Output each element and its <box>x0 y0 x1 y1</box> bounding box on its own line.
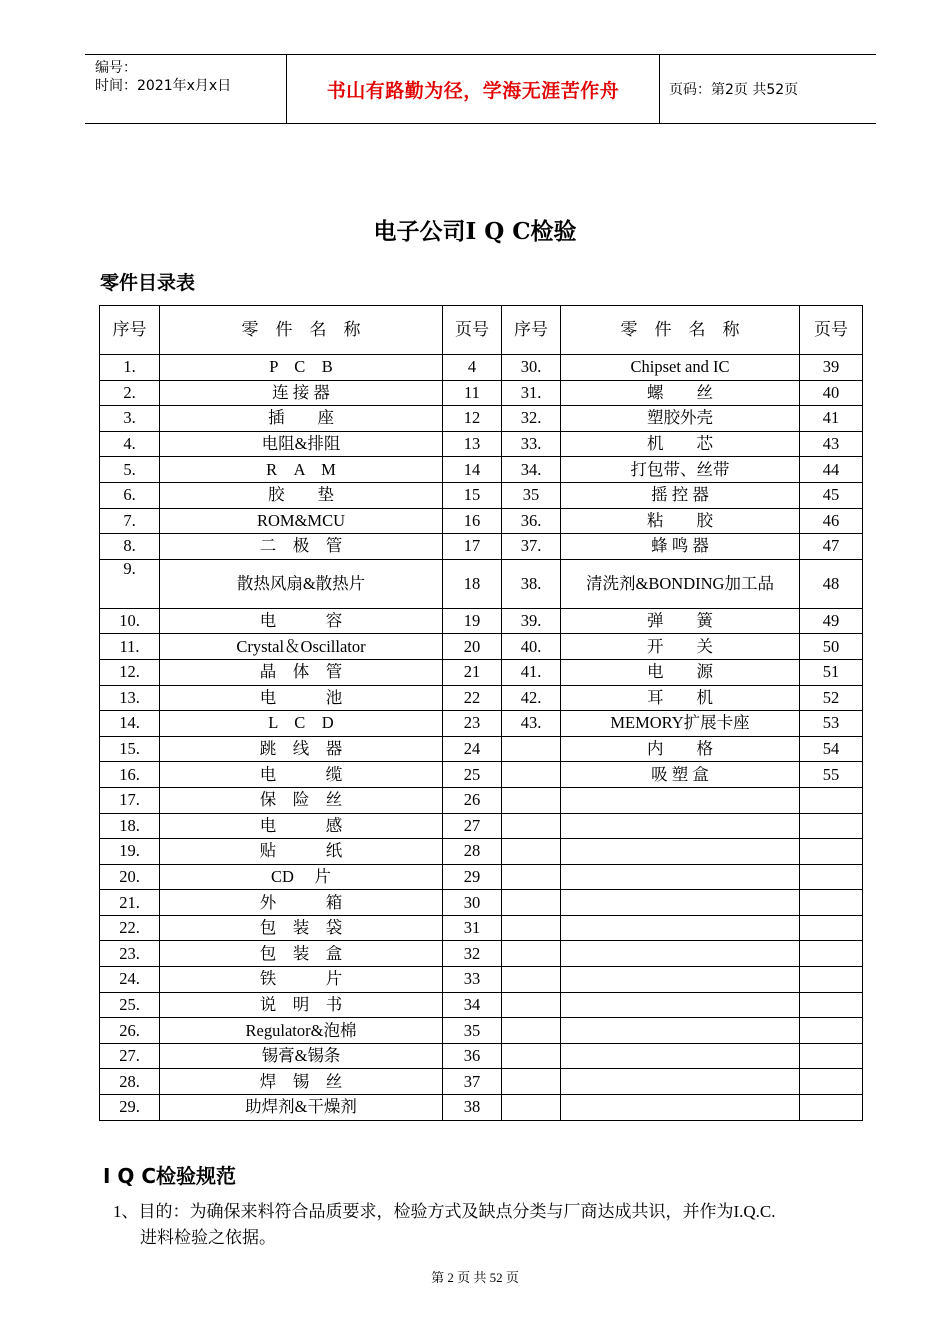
date-label: 时间：2021年x月x日 <box>95 78 232 94</box>
page-header <box>85 54 876 124</box>
table-row <box>100 355 863 381</box>
table-row <box>100 457 863 483</box>
table-cell: 46 <box>800 508 863 534</box>
table-row <box>100 992 863 1018</box>
table-cell: 21 <box>443 659 502 685</box>
parts-catalog-title: 零件目录表 <box>100 272 196 294</box>
table-cell <box>502 762 561 788</box>
table-cell <box>561 813 800 839</box>
table-row <box>100 941 863 967</box>
table-cell: 耳 机 <box>561 685 800 711</box>
table-header-row <box>100 306 863 355</box>
table-row <box>100 380 863 406</box>
table-cell: 内 格 <box>561 736 800 762</box>
table-row <box>100 1018 863 1044</box>
table-cell: 电 缆 <box>160 762 443 788</box>
table-cell <box>502 890 561 916</box>
table-row <box>100 1069 863 1095</box>
table-cell: 52 <box>800 685 863 711</box>
table-cell: 12 <box>443 406 502 432</box>
table-cell: 11. <box>100 634 160 660</box>
parts-catalog-table <box>99 305 863 1121</box>
table-cell: 贴 纸 <box>160 839 443 865</box>
table-cell: 连 接 器 <box>160 380 443 406</box>
table-row <box>100 685 863 711</box>
table-cell <box>561 787 800 813</box>
table-cell: 23. <box>100 941 160 967</box>
table-cell: 12. <box>100 659 160 685</box>
table-cell <box>502 787 561 813</box>
table-cell: 4. <box>100 431 160 457</box>
table-cell: 14 <box>443 457 502 483</box>
table-cell: 25. <box>100 992 160 1018</box>
table-cell: L C D <box>160 711 443 737</box>
table-cell: MEMORY扩展卡座 <box>561 711 800 737</box>
table-cell <box>800 787 863 813</box>
table-cell <box>561 1043 800 1069</box>
table-cell <box>502 967 561 993</box>
table-cell: 插 座 <box>160 406 443 432</box>
table-cell: 3. <box>100 406 160 432</box>
table-cell <box>502 813 561 839</box>
table-cell <box>502 864 561 890</box>
table-cell <box>800 1018 863 1044</box>
table-cell <box>561 1069 800 1095</box>
table-cell: 28 <box>443 839 502 865</box>
table-cell: 41 <box>800 406 863 432</box>
motto-text: 书山有路勤为径，学海无涯苦作舟 <box>326 79 620 102</box>
table-cell: 13. <box>100 685 160 711</box>
table-cell: 55 <box>800 762 863 788</box>
table-cell: 4 <box>443 355 502 381</box>
table-row <box>100 482 863 508</box>
table-cell <box>561 915 800 941</box>
table-cell: 42. <box>502 685 561 711</box>
table-cell: 锡膏&锡条 <box>160 1043 443 1069</box>
table-row <box>100 1095 863 1121</box>
table-row <box>100 431 863 457</box>
table-row <box>100 534 863 560</box>
table-row <box>100 915 863 941</box>
table-row <box>100 608 863 634</box>
purpose-paragraph <box>113 1199 865 1251</box>
table-cell: R A M <box>160 457 443 483</box>
table-cell <box>800 890 863 916</box>
table-cell: 27. <box>100 1043 160 1069</box>
table-cell: 外 箱 <box>160 890 443 916</box>
table-cell: 14. <box>100 711 160 737</box>
table-cell: CD 片 <box>160 864 443 890</box>
table-cell: 31. <box>502 380 561 406</box>
table-cell <box>800 1095 863 1121</box>
table-cell: ROM&MCU <box>160 508 443 534</box>
table-cell <box>502 915 561 941</box>
table-cell: 25 <box>443 762 502 788</box>
table-cell: 保 险 丝 <box>160 787 443 813</box>
table-cell: 铁 片 <box>160 967 443 993</box>
table-cell: 包 装 盒 <box>160 941 443 967</box>
table-cell <box>800 813 863 839</box>
table-cell: 39 <box>800 355 863 381</box>
table-cell: 11 <box>443 380 502 406</box>
page-info-text: 页码：第2页 共52页 <box>669 82 799 98</box>
table-cell: 33. <box>502 431 561 457</box>
table-row <box>100 839 863 865</box>
table-row <box>100 559 863 608</box>
table-cell: 54 <box>800 736 863 762</box>
table-cell: 35 <box>443 1018 502 1044</box>
table-cell <box>800 1043 863 1069</box>
header-meta <box>85 55 287 123</box>
table-row <box>100 864 863 890</box>
table-cell <box>800 941 863 967</box>
table-cell: 37. <box>502 534 561 560</box>
table-cell <box>502 736 561 762</box>
table-cell: 34. <box>502 457 561 483</box>
table-row <box>100 736 863 762</box>
table-cell: 7. <box>100 508 160 534</box>
table-cell <box>800 967 863 993</box>
table-cell: 26. <box>100 1018 160 1044</box>
table-cell: 36. <box>502 508 561 534</box>
table-cell: 21. <box>100 890 160 916</box>
table-row <box>100 634 863 660</box>
table-cell: 电 容 <box>160 608 443 634</box>
table-cell: 8. <box>100 534 160 560</box>
table-cell <box>561 890 800 916</box>
page-footer: 第 2 页 共 52 页 <box>431 1270 519 1285</box>
table-cell <box>502 1018 561 1044</box>
table-cell: 32 <box>443 941 502 967</box>
table-cell: 5. <box>100 457 160 483</box>
table-cell: 23 <box>443 711 502 737</box>
table-cell: 30. <box>502 355 561 381</box>
table-cell: 36 <box>443 1043 502 1069</box>
table-cell: 18. <box>100 813 160 839</box>
table-row <box>100 967 863 993</box>
table-cell: 20 <box>443 634 502 660</box>
table-row <box>100 508 863 534</box>
table-cell: 17 <box>443 534 502 560</box>
table-cell: 二 极 管 <box>160 534 443 560</box>
table-cell: 39. <box>502 608 561 634</box>
table-cell: 15 <box>443 482 502 508</box>
table-cell: 跳 线 器 <box>160 736 443 762</box>
table-cell: 17. <box>100 787 160 813</box>
table-row <box>100 813 863 839</box>
table-cell: 10. <box>100 608 160 634</box>
table-cell: 9. <box>100 559 160 608</box>
table-cell: 散热风扇&散热片 <box>160 559 443 608</box>
table-cell: 摇 控 器 <box>561 482 800 508</box>
table-cell: 焊 锡 丝 <box>160 1069 443 1095</box>
table-cell: 助焊剂&干燥剂 <box>160 1095 443 1121</box>
table-cell <box>502 992 561 1018</box>
table-cell: 32. <box>502 406 561 432</box>
table-cell: 机 芯 <box>561 431 800 457</box>
table-cell: 20. <box>100 864 160 890</box>
table-cell: 29 <box>443 864 502 890</box>
table-cell <box>502 839 561 865</box>
table-cell: 打包带、丝带 <box>561 457 800 483</box>
col-header: 序号 <box>502 306 561 355</box>
table-cell: 26 <box>443 787 502 813</box>
table-cell: 弹 簧 <box>561 608 800 634</box>
table-cell: 粘 胶 <box>561 508 800 534</box>
table-cell <box>800 992 863 1018</box>
table-cell <box>502 1043 561 1069</box>
section-title: I Q C检验规范 <box>103 1164 237 1188</box>
table-cell <box>561 864 800 890</box>
table-cell: 15. <box>100 736 160 762</box>
table-cell <box>561 992 800 1018</box>
table-cell: 吸 塑 盒 <box>561 762 800 788</box>
table-row <box>100 711 863 737</box>
table-cell: 16 <box>443 508 502 534</box>
table-cell: 48 <box>800 559 863 608</box>
table-cell <box>502 1069 561 1095</box>
table-cell: 34 <box>443 992 502 1018</box>
purpose-line-1: 1、目的：为确保来料符合品质要求，检验方式及缺点分类与厂商达成共识，并作为I.Q.C. <box>113 1202 776 1221</box>
table-cell: 2. <box>100 380 160 406</box>
table-cell: 19. <box>100 839 160 865</box>
table-cell: 19 <box>443 608 502 634</box>
table-cell <box>800 1069 863 1095</box>
code-label: 编号： <box>95 60 137 76</box>
table-cell: Crystal＆Oscillator <box>160 634 443 660</box>
table-cell: 29. <box>100 1095 160 1121</box>
header-motto-cell <box>287 55 660 123</box>
table-cell: 18 <box>443 559 502 608</box>
table-cell: 16. <box>100 762 160 788</box>
table-cell: 28. <box>100 1069 160 1095</box>
table-cell: 53 <box>800 711 863 737</box>
table-cell: 30 <box>443 890 502 916</box>
table-cell: 螺 丝 <box>561 380 800 406</box>
header-page-info <box>660 55 876 123</box>
table-cell <box>800 839 863 865</box>
table-cell: 43 <box>800 431 863 457</box>
table-cell: 45 <box>800 482 863 508</box>
table-cell: 50 <box>800 634 863 660</box>
col-header: 零 件 名 称 <box>160 306 443 355</box>
table-cell: 13 <box>443 431 502 457</box>
table-cell: 塑胶外壳 <box>561 406 800 432</box>
table-cell: 44 <box>800 457 863 483</box>
purpose-line-2: 进料检验之依据。 <box>140 1228 276 1247</box>
table-cell: 40 <box>800 380 863 406</box>
table-cell: 说 明 书 <box>160 992 443 1018</box>
table-cell: 41. <box>502 659 561 685</box>
table-cell: 24 <box>443 736 502 762</box>
table-cell: 38. <box>502 559 561 608</box>
table-cell: 胶 垫 <box>160 482 443 508</box>
table-cell <box>561 967 800 993</box>
table-row <box>100 787 863 813</box>
table-cell: 49 <box>800 608 863 634</box>
table-row <box>100 1043 863 1069</box>
table-row <box>100 659 863 685</box>
table-body <box>100 355 863 1121</box>
table-row <box>100 406 863 432</box>
table-cell: 电 源 <box>561 659 800 685</box>
table-cell: 22. <box>100 915 160 941</box>
table-cell: P C B <box>160 355 443 381</box>
table-cell: 电 感 <box>160 813 443 839</box>
table-cell <box>561 941 800 967</box>
table-cell: 开 关 <box>561 634 800 660</box>
table-cell: Regulator&泡棉 <box>160 1018 443 1044</box>
table-cell: 电阻&排阻 <box>160 431 443 457</box>
table-cell: 47 <box>800 534 863 560</box>
table-cell: 40. <box>502 634 561 660</box>
table-cell: 27 <box>443 813 502 839</box>
table-cell: 35 <box>502 482 561 508</box>
table-cell <box>561 1095 800 1121</box>
col-header: 页号 <box>443 306 502 355</box>
table-cell: 51 <box>800 659 863 685</box>
table-row <box>100 762 863 788</box>
table-cell: Chipset and IC <box>561 355 800 381</box>
table-cell <box>561 839 800 865</box>
table-cell <box>502 941 561 967</box>
table-row <box>100 890 863 916</box>
table-cell <box>561 1018 800 1044</box>
table-cell: 24. <box>100 967 160 993</box>
table-cell: 电 池 <box>160 685 443 711</box>
table-cell: 晶 体 管 <box>160 659 443 685</box>
col-header: 零 件 名 称 <box>561 306 800 355</box>
col-header: 序号 <box>100 306 160 355</box>
table-cell: 38 <box>443 1095 502 1121</box>
table-cell: 6. <box>100 482 160 508</box>
table-cell <box>800 915 863 941</box>
table-cell: 清洗剂&BONDING加工品 <box>561 559 800 608</box>
table-cell: 蜂 鸣 器 <box>561 534 800 560</box>
document-title: 电子公司I Q C检验 <box>373 218 577 245</box>
table-cell <box>800 864 863 890</box>
table-cell: 1. <box>100 355 160 381</box>
table-cell: 22 <box>443 685 502 711</box>
table-cell: 37 <box>443 1069 502 1095</box>
col-header: 页号 <box>800 306 863 355</box>
table-cell: 43. <box>502 711 561 737</box>
table-cell: 包 装 袋 <box>160 915 443 941</box>
table-cell: 33 <box>443 967 502 993</box>
table-cell <box>502 1095 561 1121</box>
table-cell: 31 <box>443 915 502 941</box>
